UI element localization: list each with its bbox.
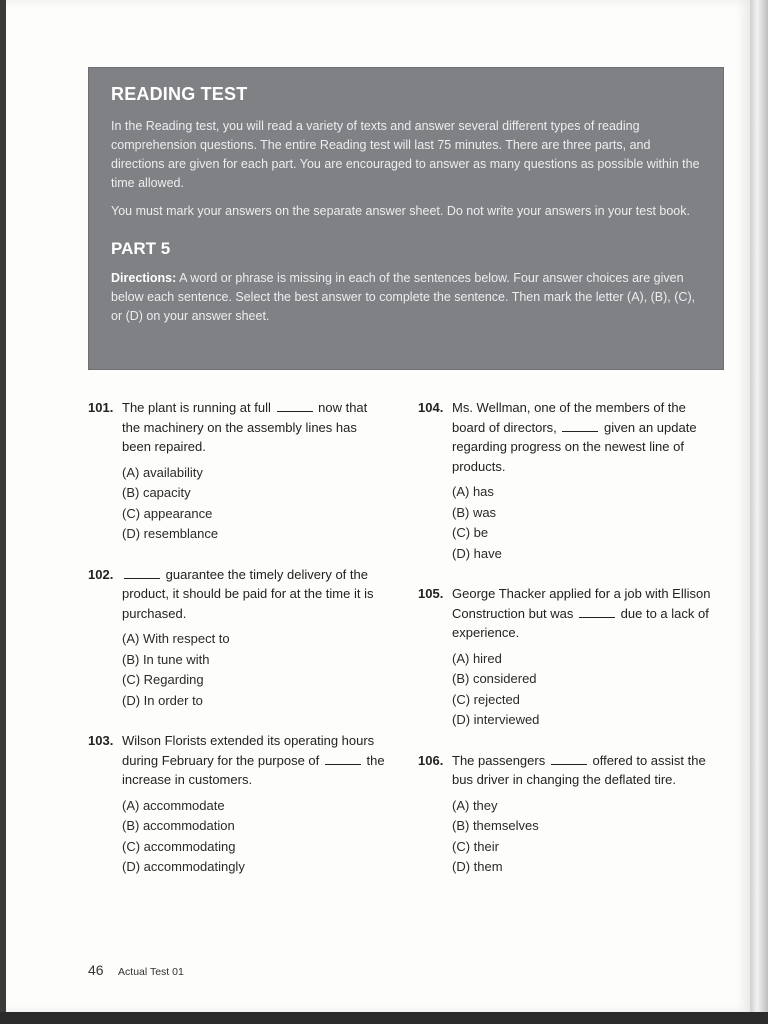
directions-paragraph (111, 269, 701, 326)
part-title: PART 5 (111, 239, 171, 258)
page-number: 46 (88, 962, 104, 978)
question-105 (418, 584, 718, 731)
instructions-box (88, 67, 724, 370)
option-d: (D) have (452, 545, 502, 561)
option-b: (B) capacity (122, 485, 191, 500)
question-stem: guarantee the timely delivery of the product, it should be paid for at the time it is purchased. (122, 566, 374, 621)
option-d: (D) In order to (122, 692, 203, 708)
test-page (6, 0, 750, 1012)
question-101 (88, 398, 388, 545)
option-b: (B) was (452, 504, 497, 520)
option-d: (D) accommodatingly (122, 859, 245, 874)
question-stem: Wilson Florists extended its operating hours during February for the purpose of the increase in customers. (122, 733, 385, 787)
option-c: (C) appearance (122, 505, 213, 521)
intro-paragraph-2: You must mark your answers on the separate answer sheet. Do not write your answers in your test book. (111, 204, 690, 218)
option-b: (B) accommodation (122, 818, 235, 833)
option-a: (A) has (452, 484, 494, 499)
scanner-border (0, 1012, 768, 1024)
book-page-edge (750, 0, 768, 1024)
answer-blank (124, 566, 160, 579)
question-stem: George Thacker applied for a job with Ellison Construction but was due to a lack of experience. (452, 586, 711, 640)
answer-blank (277, 399, 313, 412)
answer-blank (325, 752, 361, 765)
answer-blank (551, 752, 587, 765)
option-c: (C) accommodating (122, 838, 236, 854)
question-stem: Ms. Wellman, one of the members of the board of directors, given an update regarding progress on the newest line of products. (452, 400, 697, 474)
question-103 (88, 731, 388, 878)
option-c: (C) Regarding (122, 672, 204, 687)
question-number: 106. (418, 752, 444, 768)
option-c: (C) their (452, 838, 499, 854)
intro-paragraph-1: In the Reading test, you will read a variety of texts and answer several different types of reading comprehension questions. The entire Reading test will last 75 minutes. There are three parts, and directions are given for each part. You are encouraged to answer as many questions as possible within the time allowed. (111, 119, 700, 190)
question-number: 104. (418, 400, 444, 415)
option-d: (D) them (452, 859, 503, 874)
option-c: (C) be (452, 525, 489, 540)
directions-label: Directions: (111, 271, 177, 285)
option-d: (D) interviewed (452, 712, 540, 727)
option-a: (A) they (452, 797, 498, 813)
question-number: 103. (88, 733, 114, 748)
question-number: 102. (88, 566, 114, 582)
option-b: (B) In tune with (122, 651, 210, 667)
question-stem: The passengers offered to assist the bus driver in changing the deflated tire. (452, 752, 706, 787)
question-number: 101. (88, 400, 114, 415)
answer-blank (562, 419, 598, 432)
section-title: Actual Test 01 (118, 966, 184, 978)
question-102 (88, 565, 388, 712)
option-c: (C) rejected (452, 691, 520, 707)
option-a: (A) hired (452, 650, 502, 666)
questions-column-left (88, 398, 388, 898)
option-a: (A) accommodate (122, 797, 225, 813)
answer-blank (579, 605, 615, 618)
option-a: (A) availability (122, 464, 203, 480)
question-106 (418, 751, 718, 878)
question-number: 105. (418, 586, 444, 601)
question-104 (418, 398, 718, 564)
option-b: (B) themselves (452, 818, 539, 833)
option-b: (B) considered (452, 671, 537, 686)
question-stem: The plant is running at full now that the machinery on the assembly lines has been repaired. (122, 400, 368, 454)
option-d: (D) resemblance (122, 526, 219, 541)
reading-test-title: READING TEST (111, 84, 248, 104)
directions-text: A word or phrase is missing in each of the sentences below. Four answer choices are given below each sentence. Select the best answer to complete the sentence. Then mark the letter (A), (B), (C), or (D) on your answer sheet. (111, 271, 696, 323)
page-footer (88, 962, 184, 980)
questions-column-right (418, 398, 718, 898)
option-a: (A) With respect to (122, 631, 230, 646)
